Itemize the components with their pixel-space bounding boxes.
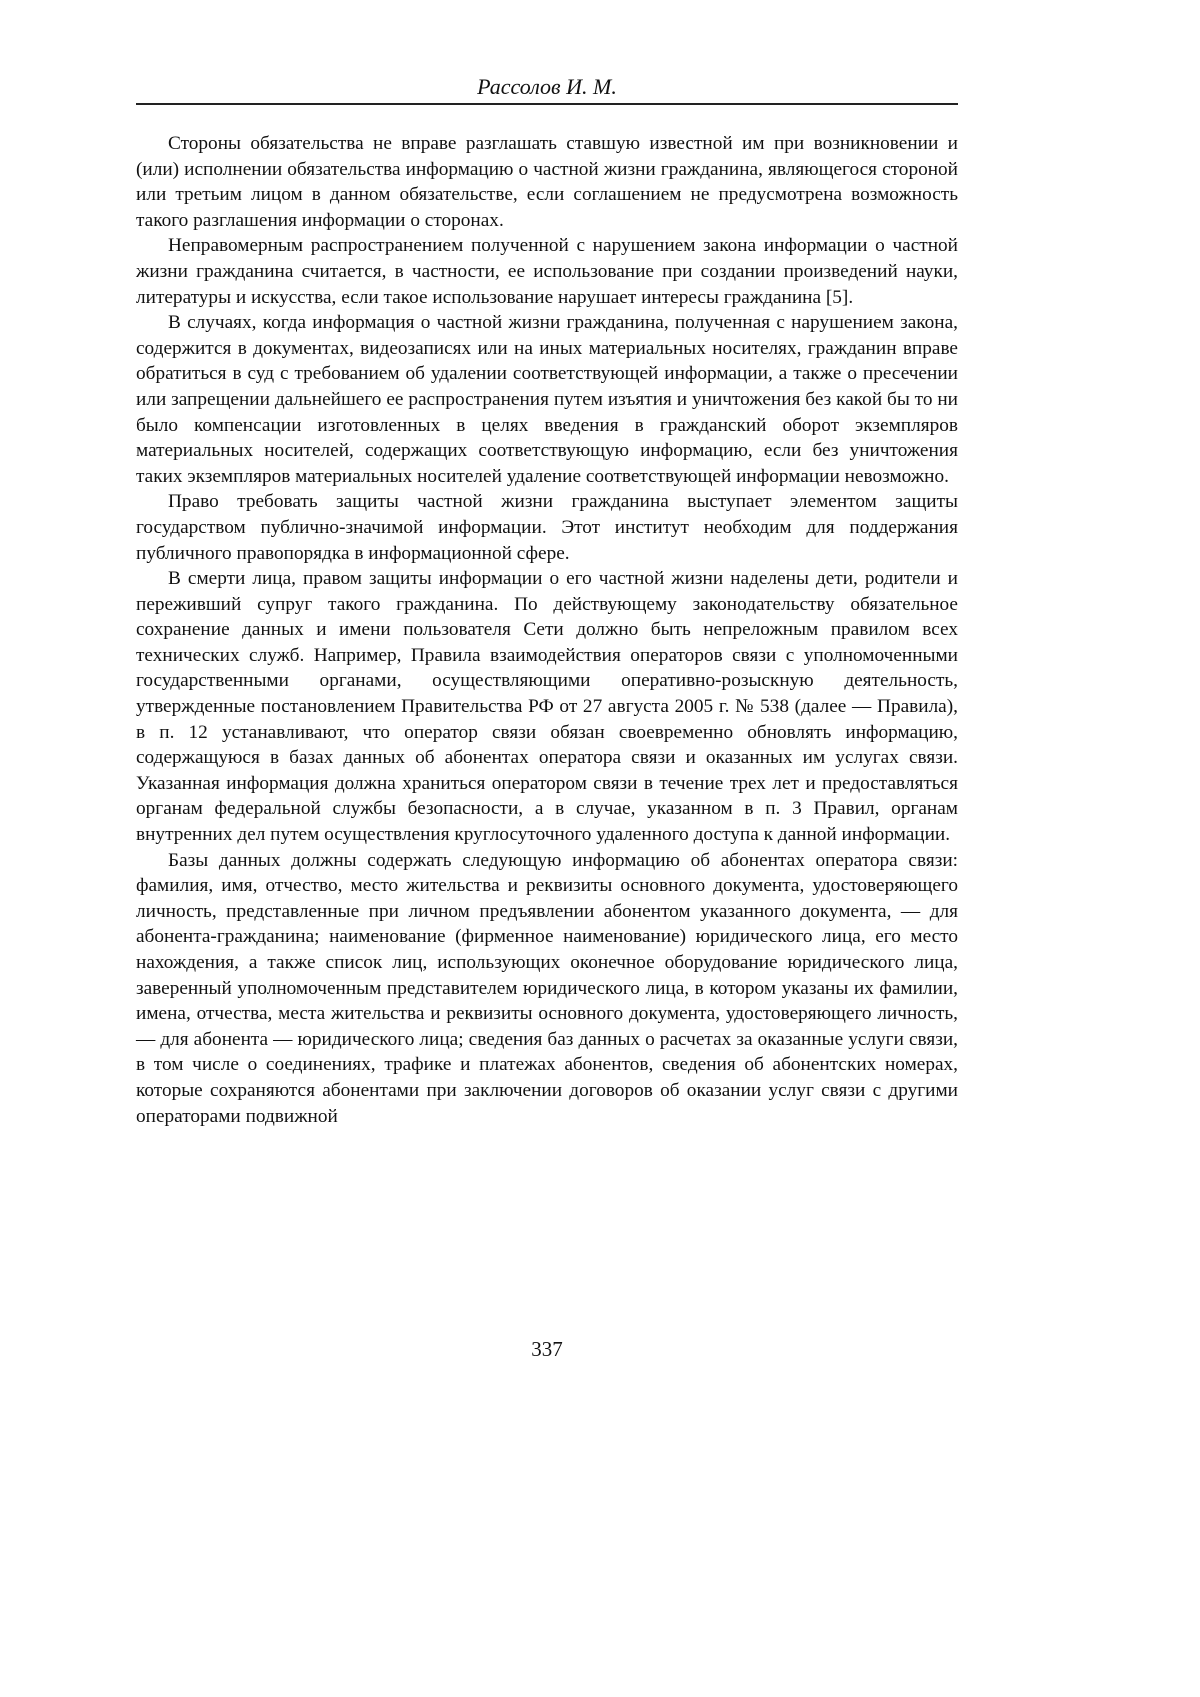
paragraph-2: Неправомерным распространением полученной с нарушением закона информации о частной жизни гражданина считается, в частности, ее использование при создании произведений науки, литературы и искусства, если такое использование нарушает интересы гражданина [5].: [136, 233, 958, 310]
paragraph-4: Право требовать защиты частной жизни гражданина выступает элементом защиты государством публично-значимой информации. Этот институт необходим для поддержания публичного правопорядка в информационной сфере.: [136, 489, 958, 566]
paragraph-6: Базы данных должны содержать следующую информацию об абонентах оператора связи: фамилия, имя, отчество, место жительства и реквизиты основного документа, удостоверяющего личность, представленные при личном предъявлении абонентом указанного документа, — для абонента-гражданина; наименование (фирменное наименование) юридического лица, его место нахождения, а также список лиц, использующих оконечное оборудование юридического лица, заверенный уполномоченным представителем юридического лица, в котором указаны их фамилии, имена, отчества, места жительства и реквизиты основного документа, удостоверяющего личность, — для абонента — юридического лица; сведения баз данных о расчетах за оказанные услуги связи, в том числе о соединениях, трафике и платежах абонентов, сведения об абонентских номерах, которые сохраняются абонентами при заключении договоров об оказании услуг связи с другими операторами подвижной: [136, 848, 958, 1130]
header-rule: [136, 103, 958, 105]
page-number: 337: [136, 1335, 958, 1363]
body-text: [136, 131, 958, 1129]
running-head: Рассолов И. М.: [136, 72, 958, 102]
paragraph-1: Стороны обязательства не вправе разглашать ставшую известной им при возникновении и (или) исполнении обязательства информацию о частной жизни гражданина, являющегося стороной или третьим лицом в данном обязательстве, если соглашением не предусмотрена возможность такого разглашения информации о сторонах.: [136, 131, 958, 233]
paragraph-3: В случаях, когда информация о частной жизни гражданина, полученная с нарушением закона, содержится в документах, видеозаписях или на иных материальных носителях, гражданин вправе обратиться в суд с требованием об удалении соответствующей информации, а также о пресечении или запрещении дальнейшего ее распространения путем изъятия и уничтожения без какой бы то ни было компенсации изготовленных в целях введения в гражданский оборот экземпляров материальных носителей, содержащих соответствующую информацию, если без уничтожения таких экземпляров материальных носителей удаление соответствующей информации невозможно.: [136, 310, 958, 489]
paragraph-5: В смерти лица, правом защиты информации о его частной жизни наделены дети, родители и переживший супруг такого гражданина. По действующему законодательству обязательное сохранение данных и имени пользователя Сети должно быть непреложным правилом всех технических служб. Например, Правила взаимодействия операторов связи с уполномоченными государственными органами, осуществляющими оперативно-розыскную деятельность, утвержденные постановлением Правительства РФ от 27 августа 2005 г. № 538 (далее — Правила), в п. 12 устанавливают, что оператор связи обязан своевременно обновлять информацию, содержащуюся в базах данных об абонентах оператора связи и оказанных им услугах связи. Указанная информация должна храниться оператором связи в течение трех лет и предоставляться органам федеральной службы безопасности, а в случае, указанном в п. 3 Правил, органам внутренних дел путем осуществления круглосуточного удаленного доступа к данной информации.: [136, 566, 958, 848]
document-page: [136, 0, 958, 1697]
